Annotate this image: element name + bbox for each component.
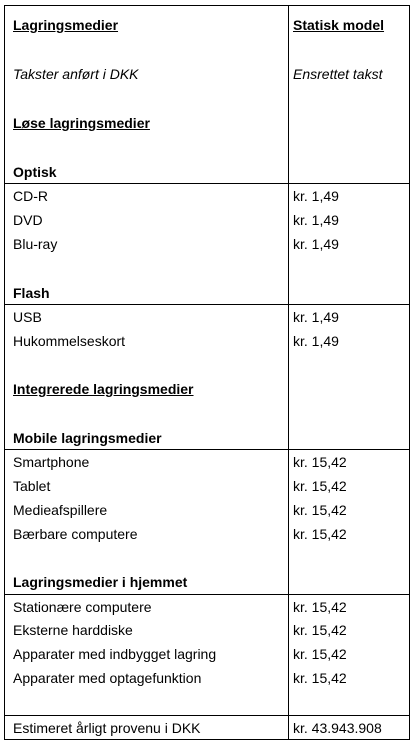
row-label: Eksterne harddiske <box>13 622 133 638</box>
row-label: Blu-ray <box>13 236 58 252</box>
optical-title: Optisk <box>13 164 57 180</box>
row-label: DVD <box>13 212 43 228</box>
row-value: kr. 15,42 <box>293 478 347 494</box>
table-row <box>5 522 409 546</box>
row-label: Stationære computere <box>13 599 152 615</box>
row-label: Apparater med indbygget lagring <box>13 646 217 662</box>
row-value: kr. 1,49 <box>293 212 339 228</box>
table-row <box>5 666 409 690</box>
row-label: Apparater med optagefunktion <box>13 670 202 686</box>
row-value: kr. 1,49 <box>293 333 339 349</box>
row-value: kr. 15,42 <box>293 502 347 518</box>
group-title-row <box>5 281 409 305</box>
row-value: kr. 1,49 <box>293 236 339 252</box>
home-title: Lagringsmedier i hjemmet <box>13 574 188 590</box>
row-label: Smartphone <box>13 454 90 470</box>
section-title-row <box>5 111 409 135</box>
table-row <box>5 304 409 329</box>
row-label: Hukommelseskort <box>13 333 126 349</box>
row-label: Medieafspillere <box>13 502 108 518</box>
currency-note: Takster anført i DKK <box>13 66 139 82</box>
tariff-table <box>4 5 410 740</box>
row-value: kr. 15,42 <box>293 646 347 662</box>
table-row <box>5 329 409 353</box>
table-row <box>5 474 409 498</box>
table-row <box>5 594 409 619</box>
header-right-title: Statisk model <box>293 17 385 33</box>
group-title-row <box>5 426 409 450</box>
table-row <box>5 208 409 232</box>
row-value: kr. 1,49 <box>293 188 339 204</box>
total-label: Estimeret årligt provenu i DKK <box>13 720 201 736</box>
group-title-row <box>5 570 409 594</box>
table-row <box>5 618 409 642</box>
row-label: Tablet <box>13 478 51 494</box>
row-label: Bærbare computere <box>13 526 138 542</box>
mobile-title: Mobile lagringsmedier <box>13 430 162 446</box>
total-value: kr. 43.943.908 <box>293 720 382 736</box>
row-value: kr. 15,42 <box>293 622 347 638</box>
row-value: kr. 15,42 <box>293 454 347 470</box>
table-row <box>5 183 409 208</box>
table-row <box>5 232 409 256</box>
row-label: USB <box>13 309 42 325</box>
loose-media-title: Løse lagringsmedier <box>13 115 150 131</box>
model-note: Ensrettet takst <box>293 66 383 82</box>
row-value: kr. 15,42 <box>293 526 347 542</box>
row-value: kr. 1,49 <box>293 309 339 325</box>
row-value: kr. 15,42 <box>293 599 347 615</box>
header-left-title: Lagringsmedier <box>13 17 119 33</box>
table-row <box>5 642 409 666</box>
table-row <box>5 498 409 522</box>
flash-title: Flash <box>13 285 50 301</box>
row-value: kr. 15,42 <box>293 670 347 686</box>
group-title-row <box>5 160 409 184</box>
note-row <box>5 62 409 86</box>
total-row <box>5 715 409 740</box>
table-row <box>5 449 409 474</box>
row-label: CD-R <box>13 188 48 204</box>
integrated-media-title: Integrerede lagringsmedier <box>13 381 194 397</box>
header-row <box>5 13 409 37</box>
section-title-row <box>5 377 409 401</box>
